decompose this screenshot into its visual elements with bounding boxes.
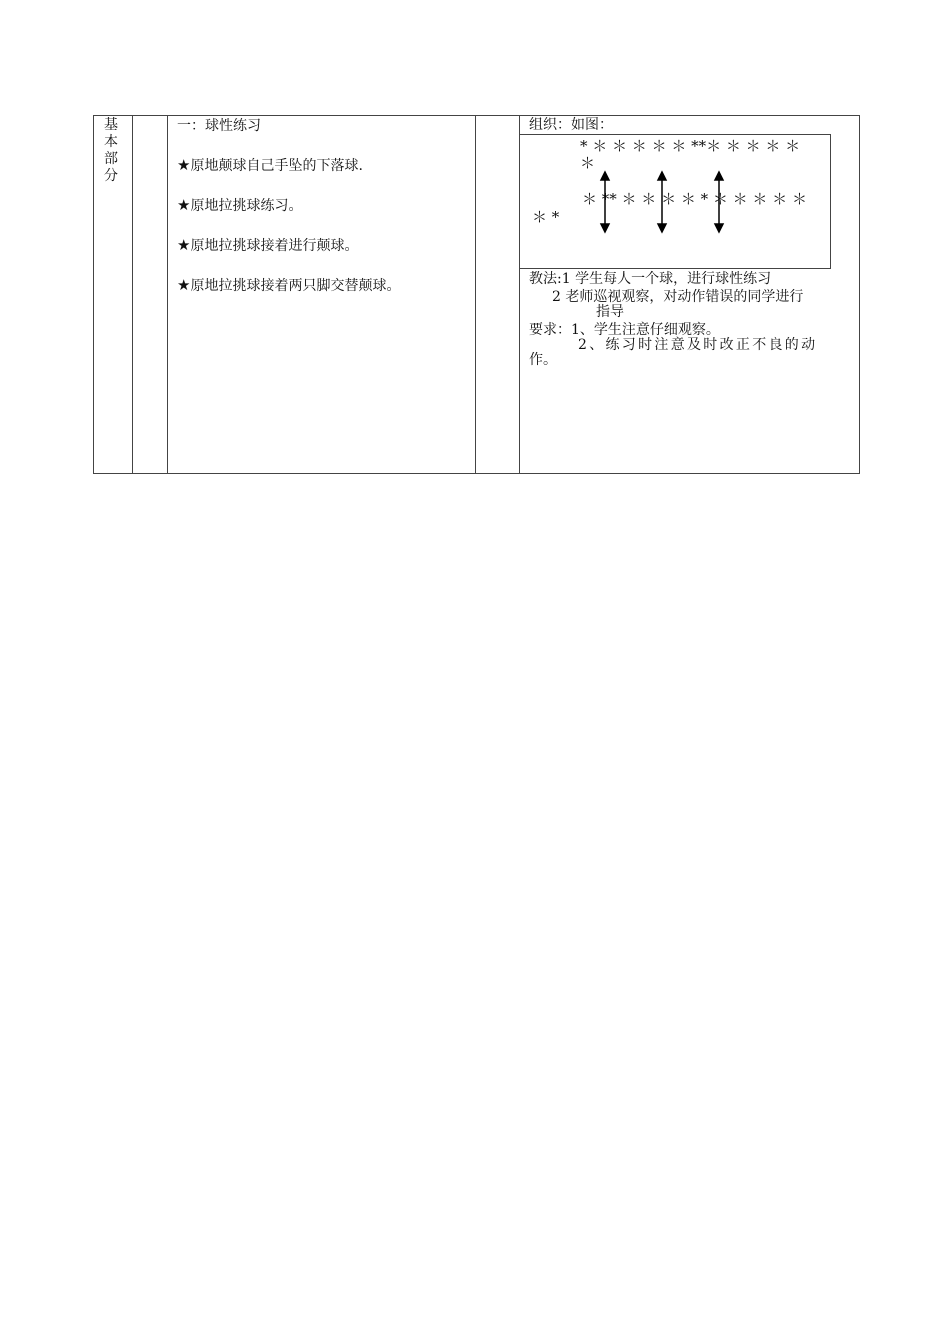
method-line-2: 2 老师巡视观察，对动作错误的同学进行 [552, 289, 804, 305]
list-item [177, 237, 475, 254]
item-text: 原地拉挑球接着两只脚交替颠球。 [190, 278, 401, 294]
organization-cell [520, 116, 860, 474]
method-line-1: 教法:1 学生每人一个球，进行球性练习 [529, 271, 772, 287]
list-item [177, 197, 475, 214]
star-icon: ★ [177, 156, 191, 174]
double-arrow-icon [658, 172, 666, 232]
arrows [520, 135, 830, 268]
item-text: 原地拉挑球练习。 [190, 198, 303, 214]
time-cell [133, 116, 168, 474]
item-text: 原地颠球自己手坠的下落球. [190, 158, 363, 174]
count-cell [476, 116, 520, 474]
formation-diagram [520, 134, 831, 269]
content-cell [168, 116, 476, 474]
organization-title: 组织：如图： [529, 117, 613, 133]
double-arrow-icon [715, 172, 723, 232]
formation-row-2-wrap: ＊ * [532, 208, 560, 226]
item-text: 原地拉挑球接着进行颠球。 [190, 238, 359, 254]
requirement-line-1: 要求：1、学生注意仔细观察。 [529, 322, 720, 338]
section-label: 基本部分 [104, 117, 118, 184]
list-item [177, 157, 475, 174]
requirement-line-2: 2、练习时注意及时改正不良的动 [578, 337, 818, 353]
star-icon: ★ [177, 236, 191, 254]
formation-row-1: * ＊ ＊ ＊ ＊ ＊ **＊ ＊ ＊ ＊ ＊ [580, 137, 801, 155]
content-title: 一：球性练习 [177, 118, 261, 134]
method-line-2-cont: 指导 [596, 304, 624, 320]
formation-row-2: ＊ ** ＊ ＊ ＊ ＊ * ＊ ＊ ＊ ＊ ＊ [582, 190, 807, 208]
star-icon: ★ [177, 196, 191, 214]
double-arrow-icon [601, 172, 609, 232]
formation-row-1-wrap: ＊ [580, 154, 596, 172]
requirement-line-2-cont: 作。 [529, 352, 557, 368]
lesson-plan-table [93, 115, 860, 474]
star-icon: ★ [177, 276, 191, 294]
table-row [94, 116, 860, 474]
list-item [177, 277, 475, 294]
section-cell [94, 116, 133, 474]
